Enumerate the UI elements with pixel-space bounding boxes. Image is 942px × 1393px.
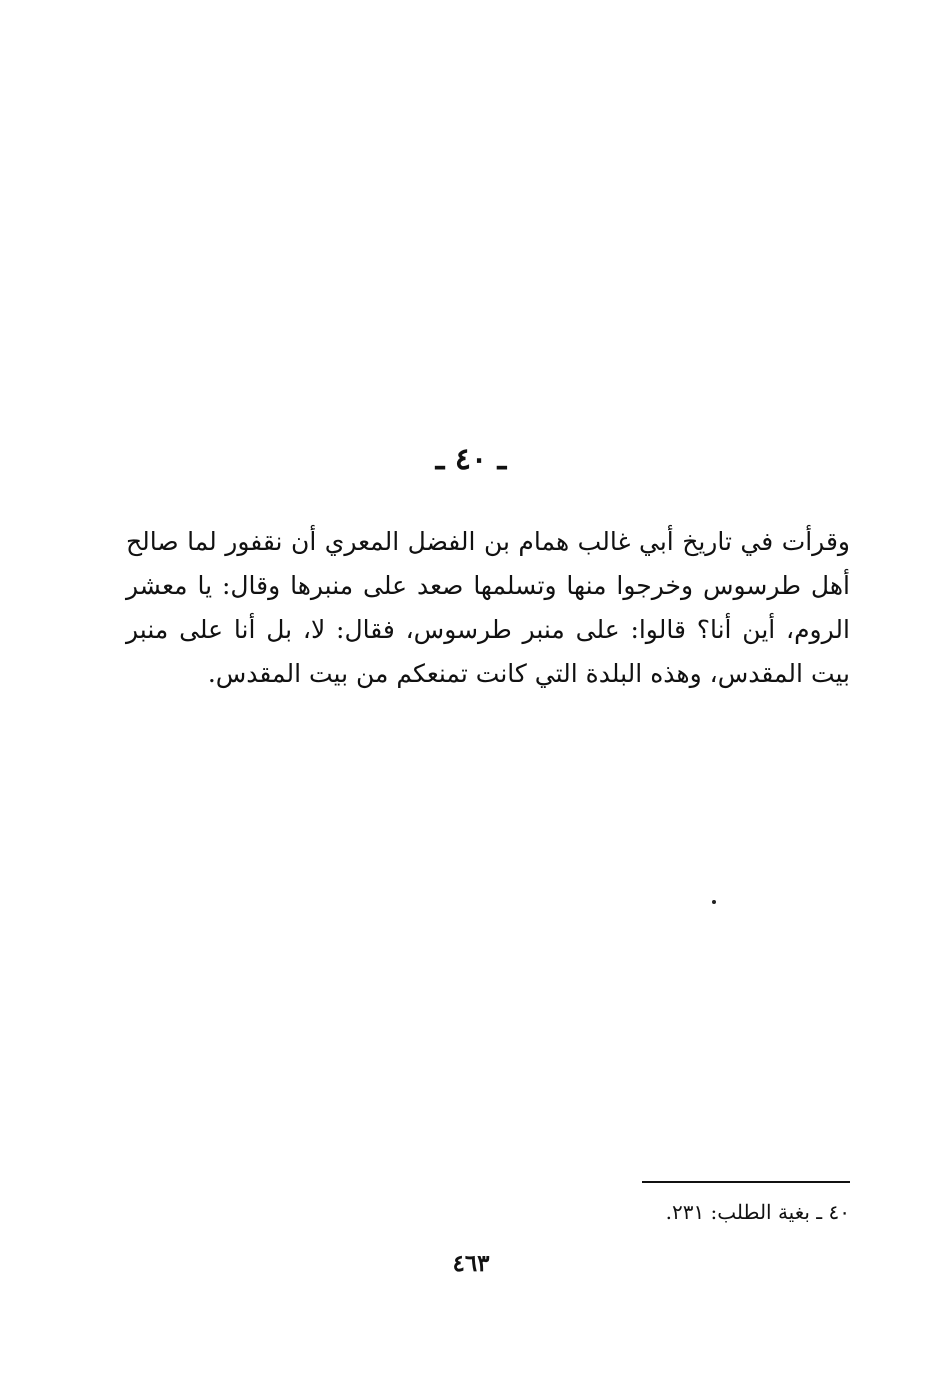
footnote: ٤٠ ـ بغية الطلب: ٢٣١. [665, 1200, 850, 1224]
ink-speck [712, 900, 716, 904]
body-paragraph: وقرأت في تاريخ أبي غالب همام بن الفضل المعري أن نقفور لما صالح أهل طرسوس وخرجوا منها وتسلمها صعد على منبرها وقال: يا معشر الروم، أين أنا؟ قالوا: على منبر طرسوس، فقال: لا، بل أنا على منبر بيت المقدس، وهذه البلدة التي كانت تمنعكم من بيت المقدس. [126, 527, 850, 688]
footnote-separator [642, 1181, 850, 1183]
page-number: ٤٦٣ [452, 1250, 490, 1277]
section-number: ـ ٤٠ ـ [435, 442, 507, 477]
